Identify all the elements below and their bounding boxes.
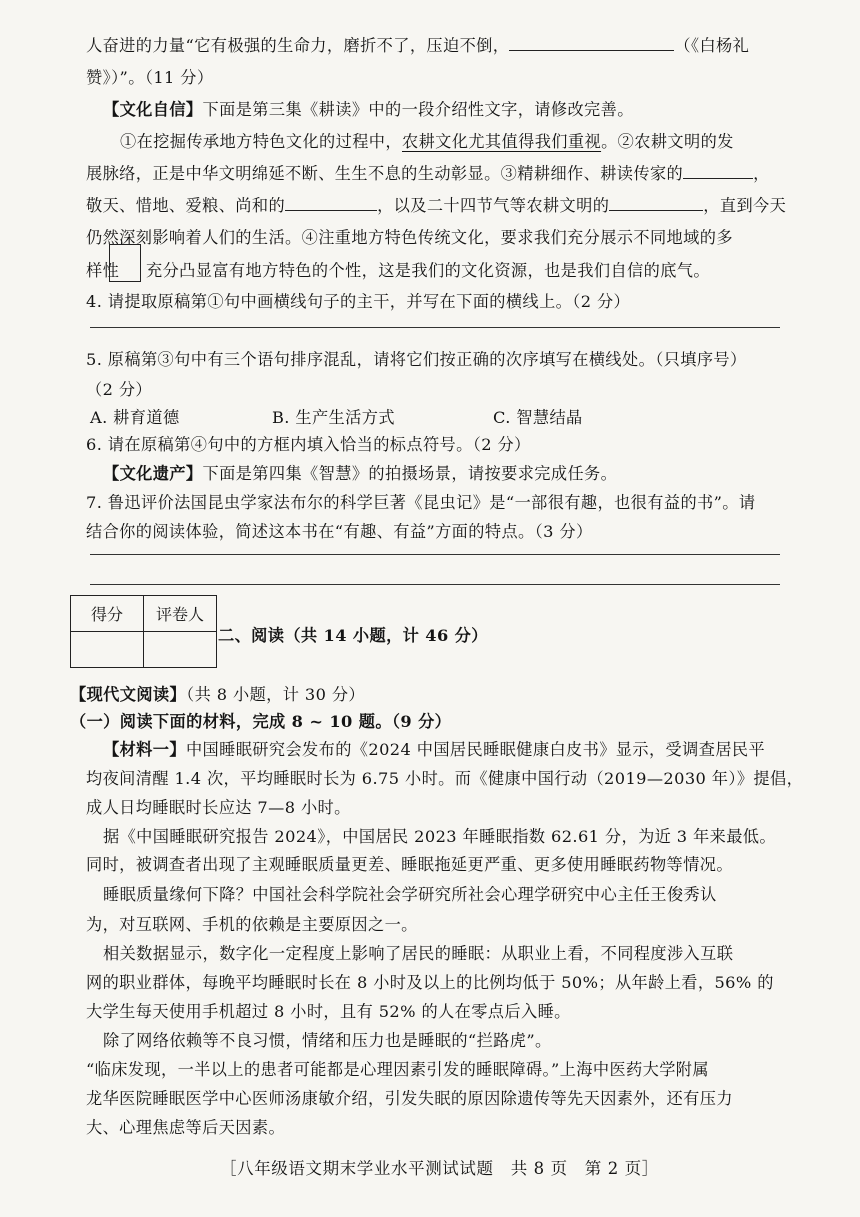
grader-header: 评卷人 [144,596,217,632]
paragraph-line: 大、心理焦虑等后天因素。 [86,1118,286,1137]
paragraph-line: 大学生每天使用手机超过 8 小时，且有 52% 的人在零点后入睡。 [86,1002,571,1021]
paragraph-line: 除了网络依赖等不良习惯，情绪和压力也是睡眠的“拦路虎”。 [103,1031,552,1050]
answer-blank[interactable] [509,32,674,51]
question-5-points: （2 分） [86,380,153,399]
question-6: 6. 请在原稿第④句中的方框内填入恰当的标点符号。（2 分） [86,435,531,454]
passage-line: ①在挖掘传承地方特色文化的过程中，农耕文化尤其值得我们重视。②农耕文明的发 [120,132,734,151]
answer-blank[interactable] [285,192,377,211]
question-5: 5. 原稿第③句中有三个语句排序混乱，请将它们按正确的次序填写在横线处。（只填序号） [86,350,747,369]
passage-line: 展脉络，正是中华文明绵延不断、生生不息的生动彰显。③精耕细作、耕读传家的 ， [86,160,770,184]
passage-line: 敬天、惜地、爱粮、尚和的 ，以及二十四节气等农耕文明的 ，直到今天 [86,192,786,216]
passage-line: 样性 [86,261,120,280]
paragraph-line: “临床发现，一半以上的患者可能都是心理因素引发的睡眠障碍。”上海中医药大学附属 [86,1060,709,1079]
option-a: A. 耕育道德 [90,408,180,427]
paragraph-line: 据《中国睡眠研究报告 2024》，中国居民 2023 年睡眠指数 62.61 分，为近 3 年来最低。 [103,827,776,846]
paragraph-line: 为，对互联网、手机的依赖是主要原因之一。 [86,915,418,934]
passage-line: 仍然深刻影响着人们的生活。④注重地方特色传统文化，要求我们充分展示不同地域的多 [86,228,733,247]
score-header: 得分 [71,596,144,632]
section-heading-culture-confidence: 【文化自信】下面是第三集《耕读》中的一段介绍性文字，请修改完善。 [103,100,634,119]
section-heading-cultural-heritage: 【文化遗产】下面是第四集《智慧》的拍摄场景，请按要求完成任务。 [103,464,618,483]
paragraph-line: 睡眠质量缘何下降？中国社会科学院社会学研究所社会心理学研究中心主任王俊秀认 [103,885,717,904]
section-2-title: 二、阅读（共 14 小题，计 46 分） [218,626,488,645]
paragraph-line: 相关数据显示，数字化一定程度上影响了居民的睡眠：从职业上看，不同程度涉入互联 [103,944,734,963]
option-b: B. 生产生活方式 [272,408,395,427]
poem-question-line-2: 赞》）”。（11 分） [86,68,214,87]
part-1-title: （一）阅读下面的材料，完成 8 ~ 10 题。（9 分） [70,712,452,731]
question-7: 7. 鲁迅评价法国昆虫学家法布尔的科学巨著《昆虫记》是“一部很有趣，也很有益的书”。请 [86,493,756,512]
answer-line[interactable] [90,584,780,585]
modern-reading-heading: 【现代文阅读】（共 8 小题，计 30 分） [70,685,366,704]
poem-question-line: 人奋进的力量“它有极强的生命力，磨折不了，压迫不倒， （《白杨礼 [86,32,749,56]
answer-line[interactable] [90,327,780,328]
passage-line: 充分凸显富有地方特色的个性，这是我们的文化资源，也是我们自信的底气。 [146,261,710,280]
score-table [70,595,217,668]
answer-blank[interactable] [683,160,753,179]
material-1-line: 成人日均睡眠时长应达 7—8 小时。 [86,798,351,817]
material-1-line: 【材料一】中国睡眠研究会发布的《2024 中国居民睡眠健康白皮书》显示，受调查居民平 [103,740,766,759]
question-4: 4. 请提取原稿第①句中画横线句子的主干，并写在下面的横线上。（2 分） [86,292,631,311]
option-c: C. 智慧结晶 [493,408,583,427]
paragraph-line: 网的职业群体，每晚平均睡眠时长在 8 小时及以上的比例均低于 50%；从年龄上看，56% 的 [86,973,774,992]
answer-line[interactable] [90,554,780,555]
score-cell[interactable] [71,632,144,668]
material-1-line: 均夜间清醒 1.4 次，平均睡眠时长为 6.75 小时。而《健康中国行动（2019—2030 年）》提倡， [86,769,804,788]
paragraph-line: 同时，被调查者出现了主观睡眠质量更差、睡眠拖延更严重、更多使用睡眠药物等情况。 [86,855,733,874]
question-7-line-2: 结合你的阅读体验，简述这本书在“有趣、有益”方面的特点。（3 分） [86,522,593,541]
punctuation-box[interactable] [109,244,141,282]
page-footer: ［八年级语文期末学业水平测试试题 共 8 页 第 2 页］ [220,1159,659,1178]
answer-blank[interactable] [609,192,703,211]
paragraph-line: 龙华医院睡眠医学中心医师汤康敏介绍，引发失眠的原因除遗传等先天因素外，还有压力 [86,1089,733,1108]
grader-cell[interactable] [144,632,217,668]
underlined-sentence: 农耕文化尤其值得我们重视 [402,132,602,151]
